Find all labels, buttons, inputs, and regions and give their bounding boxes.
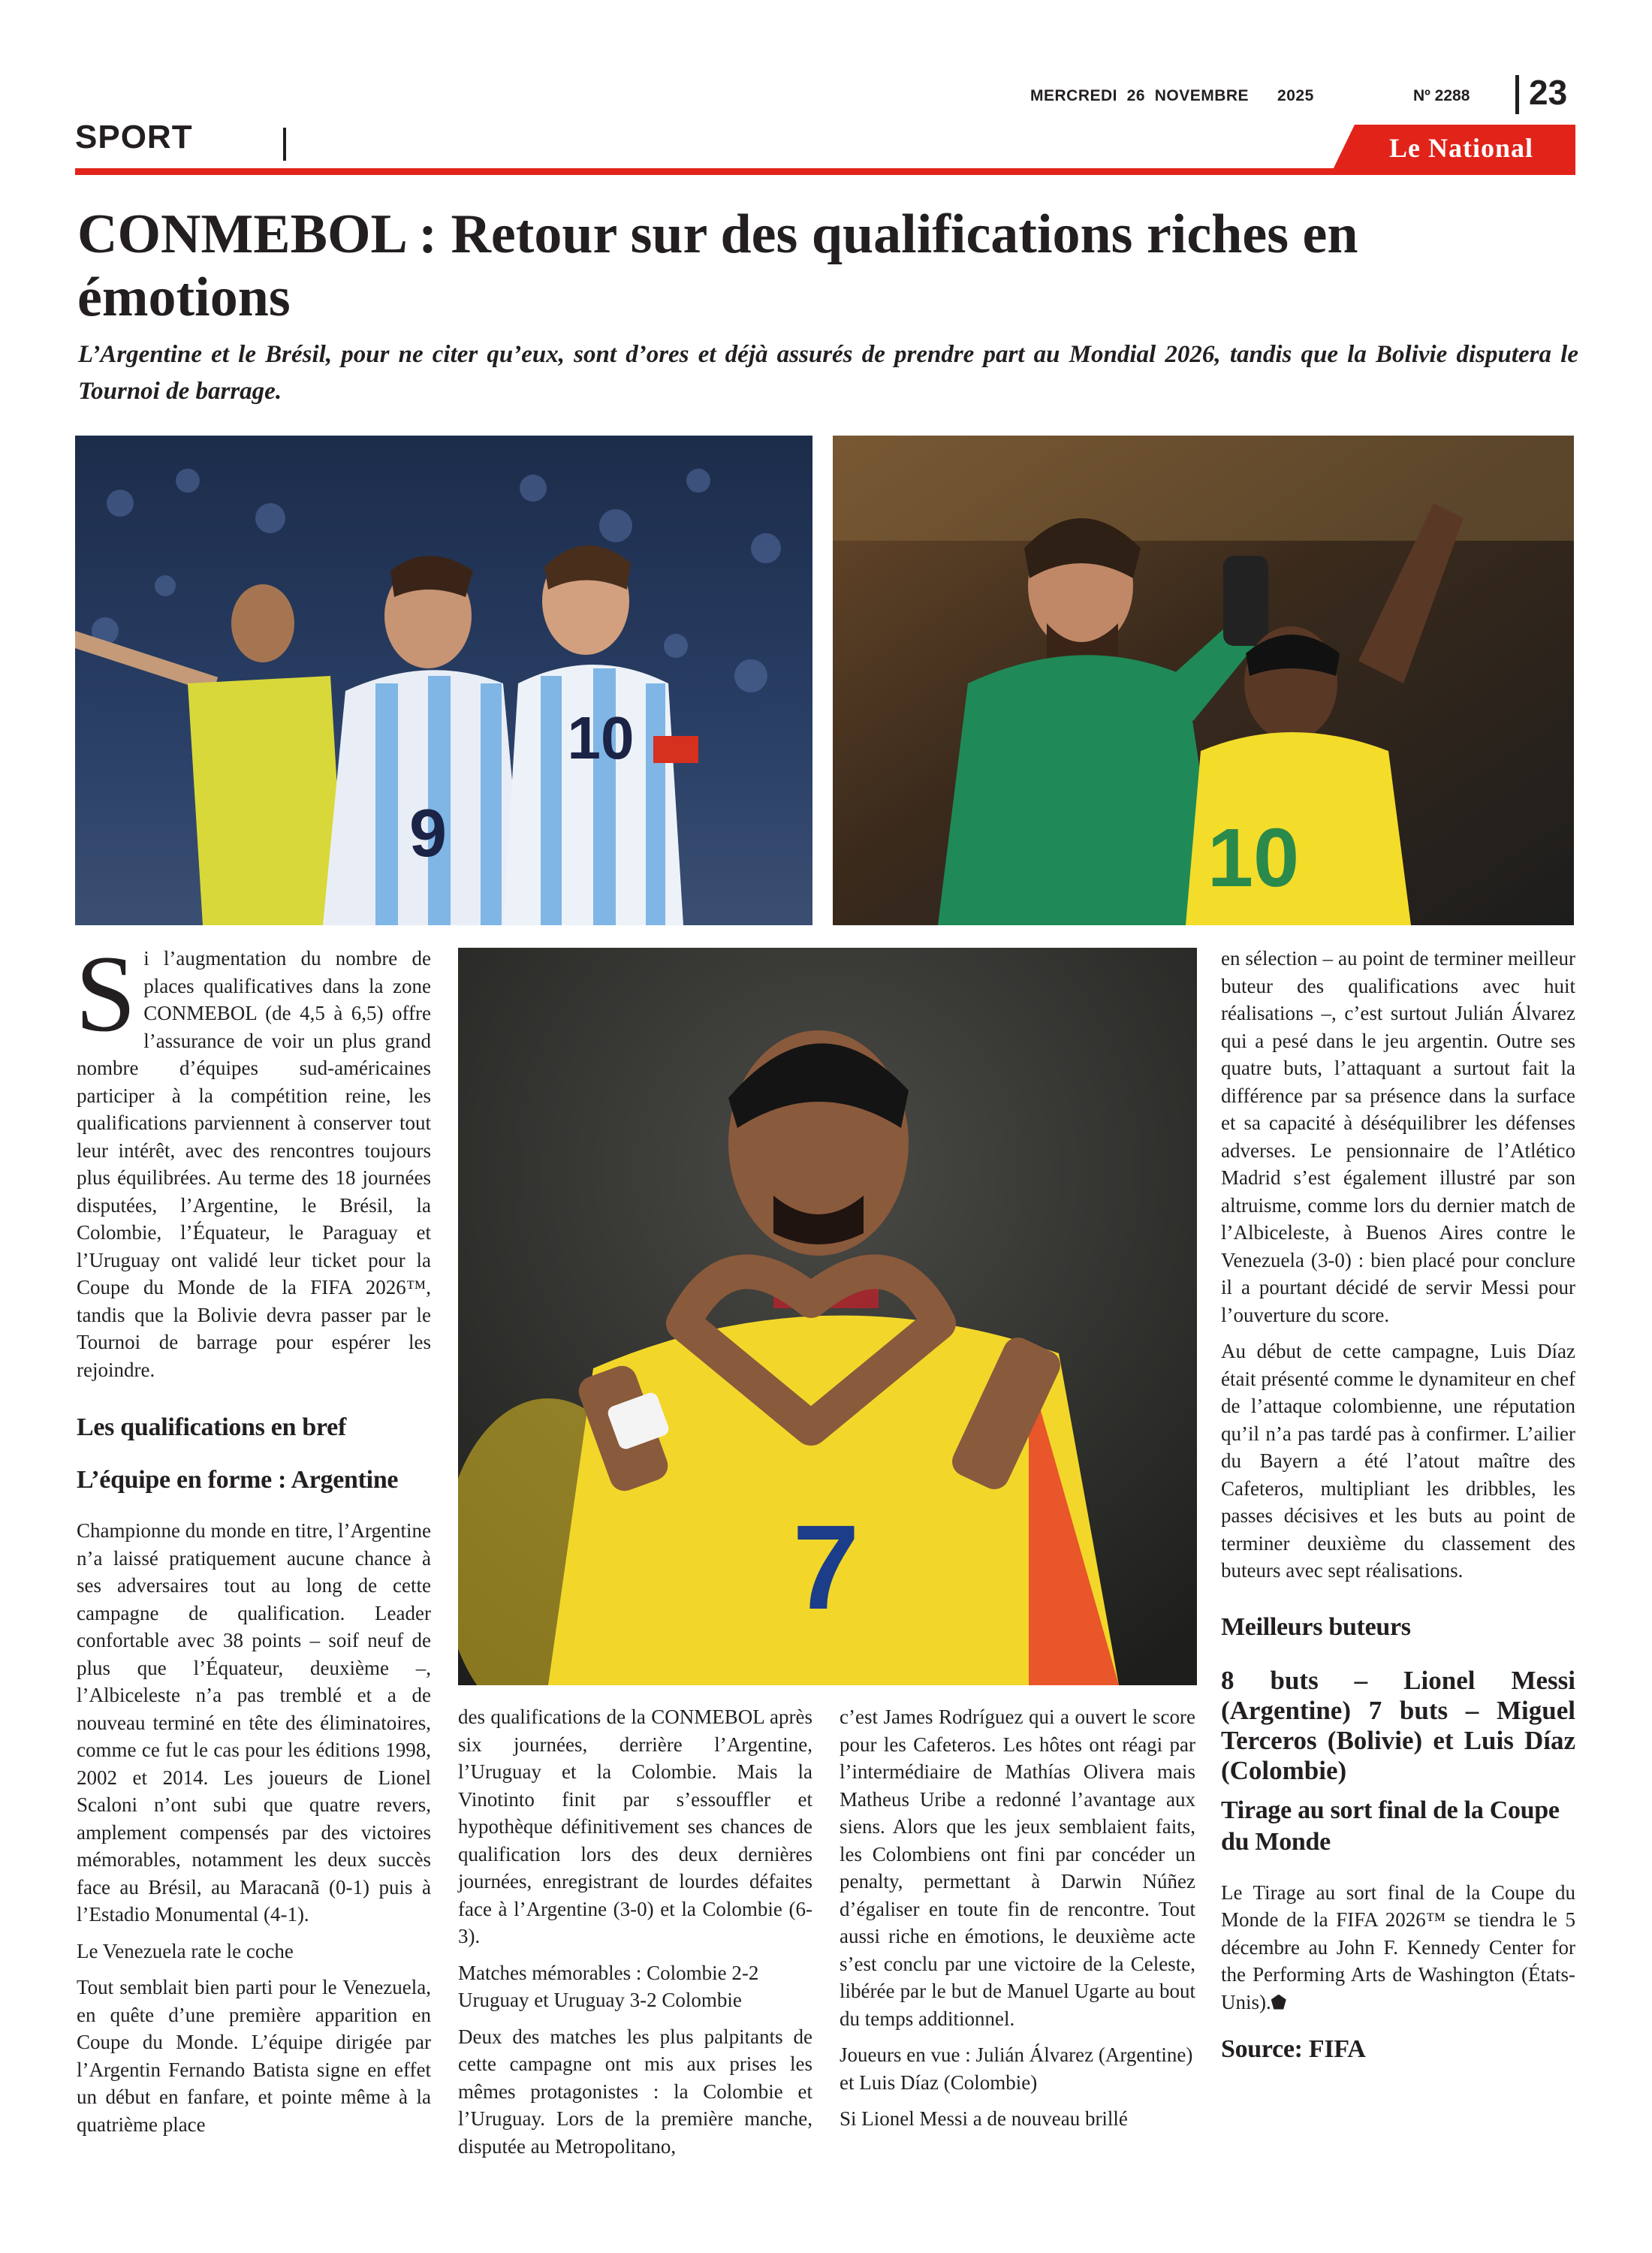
jersey-number-10-brazil: 10 [1207, 812, 1300, 904]
article-source: Source: FIFA [1221, 2035, 1366, 2063]
article-column-3 [840, 1703, 1195, 2142]
issue-number: Nº 2288 [1413, 87, 1470, 104]
intro-paragraph [75, 933, 431, 1383]
paragraph-players: en sélection – au point de terminer meilleur buteur des qualifications avec huit réalisations –, c’est surtout Julián Álvarez qui a pesé dans le jeu argentin. Outre ses quatre buts, l’attaquant a surtout fait la différence par sa présence dans la surface et sa capacité à déséquilibrer les défenses adverses. Le pensionnaire de l’Atlético Madrid s’est également illustré par son altruisme, comme lors du dernier match de l’Albiceleste, à Buenos Aires contre le Venezuela (3-0) : bien placé pour conclure il a pourtant décidé de servir Messi pour l’ouverture du score. [1221, 947, 1575, 1326]
jersey-number-10: 10 [567, 704, 635, 771]
drop-cap: S [75, 933, 137, 1054]
subhead-team-form: L’équipe en forme : Argentine [77, 1466, 399, 1494]
article-headline: CONMEBOL : Retour sur des qualifications riches en émotions [77, 204, 1358, 328]
label-venezuela: Le Venezuela rate le coche [77, 1939, 294, 1962]
paragraph-matches-continued: c’est James Rodríguez qui a ouvert le score pour les Cafeteros. Les hôtes ont réagi par l’intermédiaire de Mathías Olivera mais Matheus Uribe a redonné l’avantage aux siens. Alors que les jeux semblaient faits, les Colombiens ont fini par concéder un penalty, permettant à Darwin Núñez d’égaliser en toute fin de rencontre. Tout aussi riche en émotions, le deuxième acte s’est conclu par une victoire de la Celeste, libérée par le but de Manuel Ugarte au bout du temps additionnel. [840, 1706, 1195, 2030]
paragraph-argentine: Championne du monde en titre, l’Argentine n’a laissé pratiquement aucune chance à ses adversaires tout au long de cette campagne de qualification. Leader confortable avec 38 points – soif neuf de plus que l’Équateur, deuxième –, l’Albiceleste n’a pas tremblé et a de nouveau terminé en tête des éliminatoires, comme ce fut le cas pour les éditions 1998, 2002 et 2014. Les joueurs de Lionel Scaloni n’ont subi que quatre revers, amplement compensés par des victoires mémorables, notamment les deux succès face au Brésil, au Maracanã (0-1) puis à l’Estadio Monumental (4-1). [77, 1519, 431, 1926]
article-deck: L’Argentine et le Brésil, pour ne citer qu’eux, sont d’ores et déjà assurés de prendre part au Mondial 2026, tandis que la Bolivie disputera le Tournoi de barrage. [78, 341, 1578, 405]
paragraph-matches: Deux des matches les plus palpitants de cette campagne ont mis aux prises les mêmes protagonistes : la Colombie et l’Uruguay. Lors de la première manche, disputée au Metropolitano, [458, 2025, 812, 2158]
label-memorable-matches: Matches mémorables : Colombie 2-2 Uruguay et Uruguay 3-2 Colombie [458, 1961, 759, 2011]
paragraph-final-draw [1221, 1879, 1575, 2016]
photo-luis-diaz [458, 948, 1197, 1685]
subhead-final-draw: Tirage au sort final de la Coupe du Monde [1221, 1796, 1560, 1856]
page-number: 23 [1529, 73, 1568, 112]
publication-name: Le National [1388, 133, 1533, 163]
intro-text: i l’augmentation du nombre de places qualificatives dans la zone CONMEBOL (de 4,5 à 6,5) offre l’assurance de voir un plus grand nombre d’équipes sud-américaines participer à la compétition reine, les qualifications parviennent à conserver tout leur intérêt, avec des rencontres toujours plus équilibrées. Au terme des 18 journées disputées, l’Argentine, le Brésil, la Colombie, l’Équateur, le Paraguay et l’Uruguay ont validé leur ticket pour la Coupe du Monde de la FIFA 2026™, tandis que la Bolivie devra passer par le Tournoi de barrage pour espérer les rejoindre. [77, 947, 431, 1381]
top-scorers-list: 8 buts – Lionel Messi (Argentine) 7 buts – Miguel Terceros (Bolivie) et Luis Díaz (Colombie) [1221, 1665, 1575, 1785]
end-of-article-mark [1271, 1995, 1286, 2010]
subhead-brief: Les qualifications en bref [77, 1413, 346, 1441]
issue-date: MERCREDI 26 NOVEMBRE 2025 [1030, 87, 1314, 104]
paragraph-players-start: Si Lionel Messi a de nouveau brillé [840, 2107, 1128, 2130]
article-column-1 [75, 933, 431, 2147]
subhead-top-scorers: Meilleurs buteurs [1221, 1612, 1411, 1641]
paragraph-venezuela-continued: des qualifications de la CONMEBOL après six journées, derrière l’Argentine, l’Uruguay et la Colombie. Mais la Vinotinto finit par s’essouffler et hypothèque définitivement ses chances de qualification lors des deux dernières journées, enregistrant de lourdes défaites face à l’Argentine (3-0) et la Colombie (6-3). [458, 1706, 812, 1947]
paragraph-luis-diaz: Au début de cette campagne, Luis Díaz était présenté comme le dynamiteur en chef de l’attaque colombienne, une réputation qu’il n’a pas tardé pas à confirmer. L’ailier du Bayern a été l’atout maître des Cafeteros, multipliant les dribbles, les passes décisives et les buts au point de terminer deuxième du classement des buteurs avec sept réalisations. [1221, 1340, 1575, 1582]
article-column-4 [1221, 945, 1575, 2074]
paragraph-venezuela: Tout semblait bien parti pour le Venezuela, en quête d’une première apparition en Coupe du Monde. L’équipe dirigée par l’Argentin Fernando Batista signe en effet un début en fanfare, et pointe même à la quatrième place [77, 1976, 431, 2136]
photo-brazil-players [833, 436, 1574, 925]
header-divider [1515, 75, 1519, 114]
section-divider [283, 128, 286, 161]
jersey-number-7: 7 [792, 1500, 860, 1634]
photo-argentina-players [75, 436, 812, 925]
article-column-2 [458, 1703, 812, 2169]
final-draw-text: Le Tirage au sort final de la Coupe du Monde de la FIFA 2026™ se tiendra le 5 décembre au John F. Kennedy Center for the Performing Arts de Washington (États-Unis). [1221, 1881, 1575, 2013]
label-players-in-view: Joueurs en vue : Julián Álvarez (Argentine) et Luis Díaz (Colombie) [840, 2043, 1193, 2094]
jersey-number-9: 9 [408, 796, 448, 871]
section-label: SPORT [75, 119, 193, 155]
